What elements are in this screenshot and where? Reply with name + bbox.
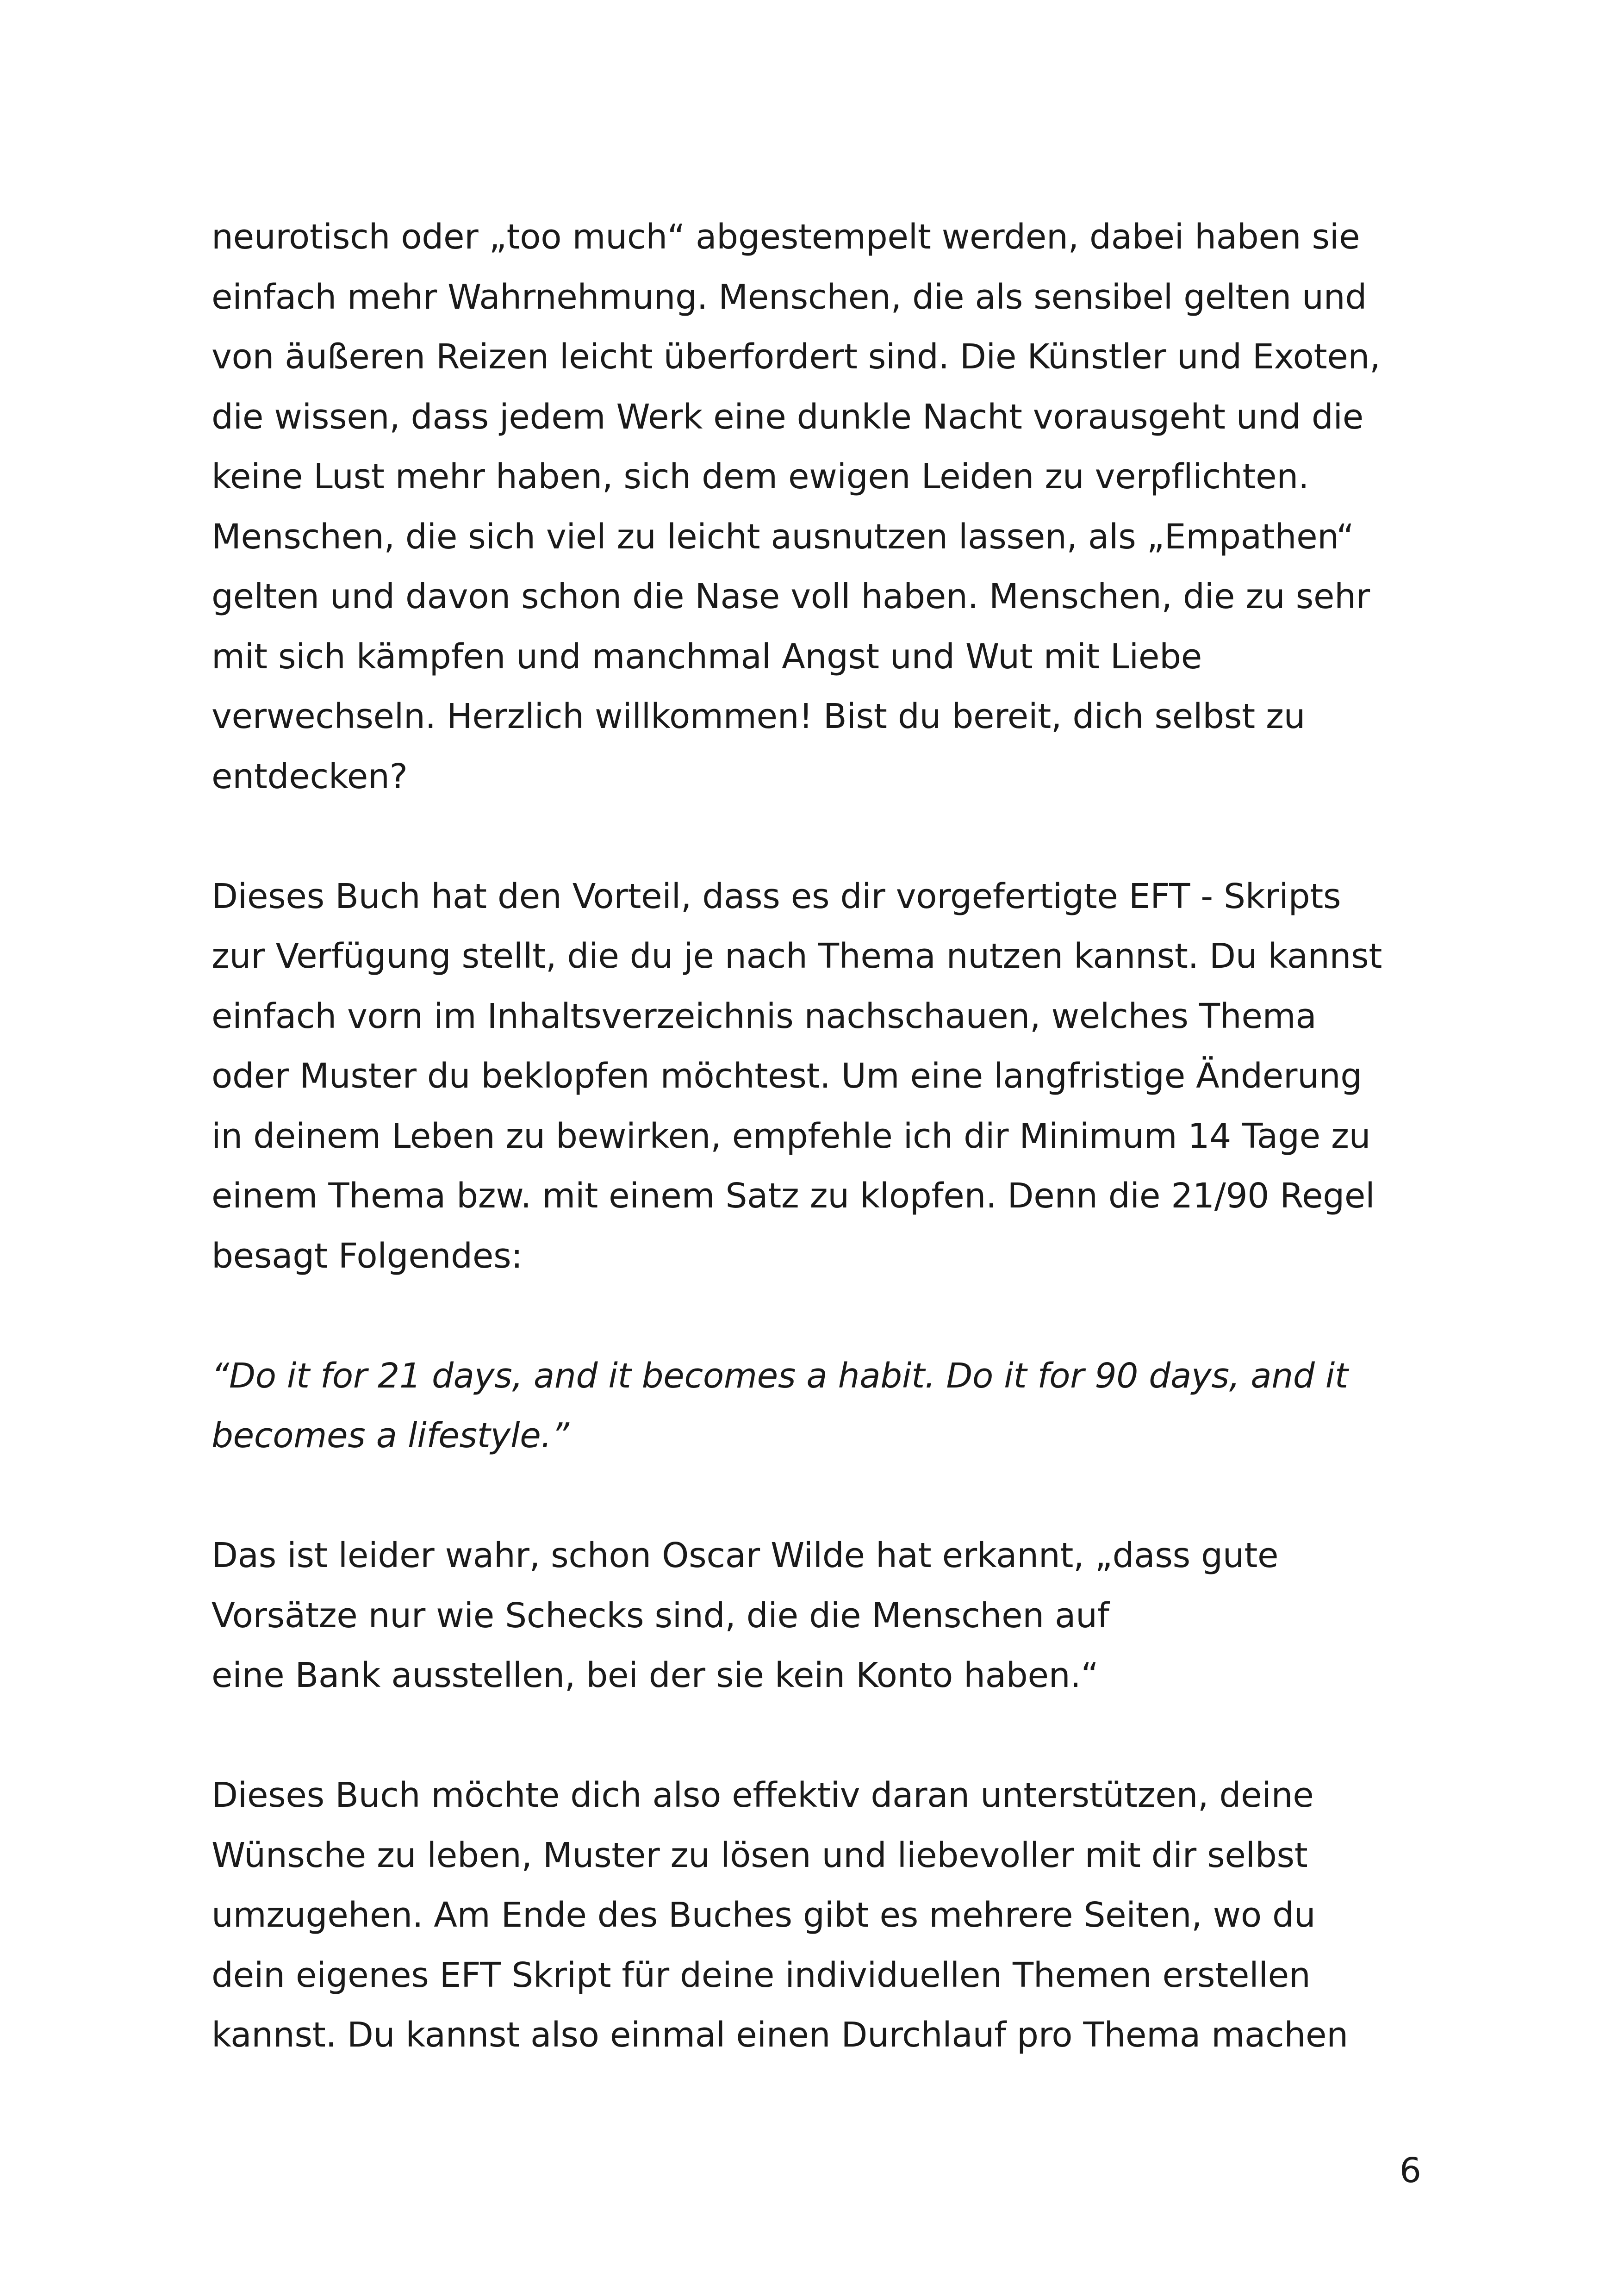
text-line: in deinem Leben zu bewirken, empfehle ich dir Minimum 14 Tage zu [212, 1116, 1371, 1156]
paragraph-spacer [212, 1466, 1433, 1526]
text-line: kannst. Du kannst also einmal einen Durchlauf pro Thema machen [212, 2015, 1348, 2055]
paragraph-spacer [212, 1286, 1433, 1346]
paragraph-book-advantage [212, 867, 1433, 1287]
text-line: dein eigenes EFT Skript für deine individuellen Themen erstellen [212, 1955, 1311, 1995]
text-line: mit sich kämpfen und manchmal Angst und Wut mit Liebe [212, 636, 1202, 677]
text-line: gelten und davon schon die Nase voll haben. Menschen, die zu sehr [212, 577, 1370, 616]
text-line: einfach vorn im Inhaltsverzeichnis nachschauen, welches Thema [212, 996, 1317, 1036]
quote-line: “Do it for 21 days, and it becomes a habit. Do it for 90 days, and it [212, 1356, 1348, 1396]
text-line: keine Lust mehr haben, sich dem ewigen Leiden zu verpflichten. [212, 457, 1309, 497]
paragraph-book-purpose [212, 1766, 1433, 2066]
page-number: 6 [1399, 2151, 1421, 2190]
text-line: einfach mehr Wahrnehmung. Menschen, die als sensibel gelten und [212, 277, 1367, 317]
text-line: Dieses Buch möchte dich also effektiv daran unterstützen, deine [212, 1775, 1314, 1815]
text-line: besagt Folgendes: [212, 1236, 523, 1276]
text-line: oder Muster du beklopfen möchtest. Um eine langfristige Änderung [212, 1056, 1362, 1096]
text-line: zur Verfügung stellt, die du je nach Thema nutzen kannst. Du kannst [212, 936, 1382, 976]
text-line: entdecken? [212, 756, 408, 796]
text-line: Wünsche zu leben, Muster zu lösen und liebevoller mit dir selbst [212, 1835, 1308, 1875]
text-line: Dieses Buch hat den Vorteil, dass es dir vorgefertigte EFT - Skripts [212, 876, 1341, 916]
text-line: eine Bank ausstellen, bei der sie kein Konto haben.“ [212, 1655, 1099, 1695]
text-line: umzugehen. Am Ende des Buches gibt es mehrere Seiten, wo du [212, 1895, 1316, 1935]
body-text [212, 207, 1433, 2066]
paragraph-oscar-wilde [212, 1526, 1433, 1706]
quote-paragraph [212, 1346, 1433, 1466]
paragraph-intro [212, 207, 1433, 807]
text-line: verwechseln. Herzlich willkommen! Bist du bereit, dich selbst zu [212, 697, 1306, 736]
quote-line: becomes a lifestyle.” [212, 1416, 569, 1456]
text-line: Menschen, die sich viel zu leicht ausnutzen lassen, als „Empathen“ [212, 516, 1354, 557]
text-line: von äußeren Reizen leicht überfordert sind. Die Künstler und Exoten, [212, 337, 1381, 377]
text-line: Das ist leider wahr, schon Oscar Wilde hat erkannt, „dass gute [212, 1536, 1279, 1575]
text-line: die wissen, dass jedem Werk eine dunkle Nacht vorausgeht und die [212, 397, 1364, 437]
text-line: neurotisch oder „too much“ abgestempelt werden, dabei haben sie [212, 217, 1360, 257]
paragraph-spacer [212, 1706, 1433, 1766]
paragraph-spacer [212, 807, 1433, 867]
text-line: Vorsätze nur wie Schecks sind, die die Menschen auf [212, 1595, 1109, 1636]
text-line: einem Thema bzw. mit einem Satz zu klopfen. Denn die 21/90 Regel [212, 1176, 1375, 1216]
